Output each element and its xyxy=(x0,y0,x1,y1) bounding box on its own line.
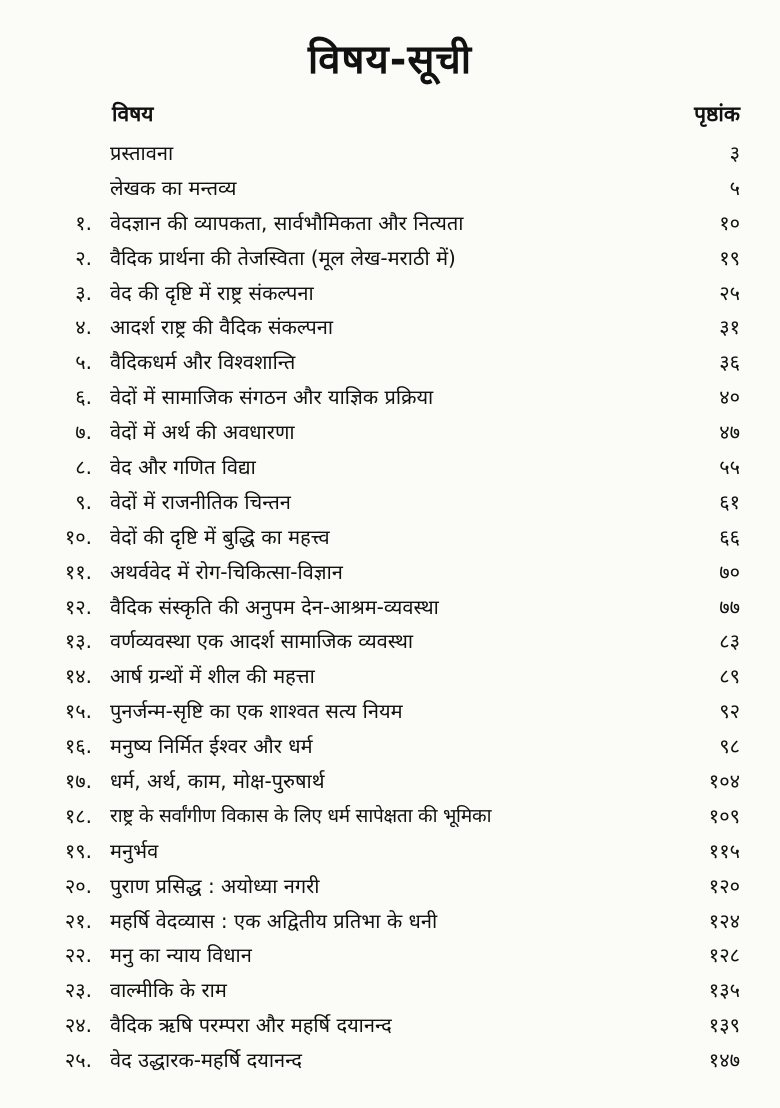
entry-page-number: ९२ xyxy=(719,699,740,724)
entry-page-number: ६६ xyxy=(719,524,740,549)
toc-entry xyxy=(0,590,780,625)
entry-number: २३. xyxy=(64,978,92,1003)
entry-page-number: १४७ xyxy=(708,1048,740,1073)
entry-title: आर्ष ग्रन्थों में शील की महत्ता xyxy=(110,664,315,689)
entry-number: १६. xyxy=(64,734,92,759)
entry-page-number: ७७ xyxy=(719,594,740,619)
entry-number: ८. xyxy=(75,455,92,480)
entry-page-number: ४० xyxy=(719,385,740,410)
entry-page-number: १३९ xyxy=(708,1013,740,1038)
toc-entry xyxy=(0,834,780,869)
entry-number: १३. xyxy=(64,629,92,654)
entry-page-number: ८९ xyxy=(719,664,740,689)
entry-title: वेद उद्धारक-महर्षि दयानन्द xyxy=(110,1048,302,1073)
entry-number: २. xyxy=(75,245,92,270)
entry-title: वाल्मीकि के राम xyxy=(110,978,227,1003)
toc-entry xyxy=(0,938,780,973)
toc-entry xyxy=(0,624,780,659)
toc-entry xyxy=(0,869,780,904)
entry-page-number: ९८ xyxy=(719,734,740,759)
entry-title: धर्म, अर्थ, काम, मोक्ष-पुरुषार्थ xyxy=(110,769,325,794)
entry-page-number: ४७ xyxy=(719,420,740,445)
toc-entry xyxy=(0,1043,780,1078)
entry-title: राष्ट्र के सर्वांगीण विकास के लिए धर्म सापेक्षता की भूमिका xyxy=(110,804,492,827)
entry-page-number: १२४ xyxy=(708,908,740,933)
toc-entry xyxy=(0,380,780,415)
page-column-header: पृष्ठांक xyxy=(694,102,740,126)
entry-title: वेदों की दृष्टि में बुद्धि का महत्त्व xyxy=(110,524,330,549)
toc-entry xyxy=(0,206,780,241)
entry-number: ६. xyxy=(75,385,92,410)
toc-entry xyxy=(0,136,780,171)
entry-page-number: ७० xyxy=(719,559,740,584)
toc-entry xyxy=(0,520,780,555)
entry-page-number: १०९ xyxy=(708,803,740,828)
toc-entry xyxy=(0,450,780,485)
entry-number: २०. xyxy=(64,873,92,898)
entry-page-number: १२० xyxy=(708,873,740,898)
subject-column-header: विषय xyxy=(112,102,154,126)
entry-number: ७. xyxy=(75,420,92,445)
entry-page-number: ११५ xyxy=(708,838,740,863)
entry-number: ३. xyxy=(75,280,92,305)
entry-number: ११. xyxy=(64,559,92,584)
entry-title: लेखक का मन्तव्य xyxy=(110,175,237,200)
toc-header xyxy=(0,100,780,134)
entry-title: मनुर्भव xyxy=(110,838,159,863)
entry-title: मनु का न्याय विधान xyxy=(110,943,252,968)
entry-title: वैदिक प्रार्थना की तेजस्विता (मूल लेख-मराठी में) xyxy=(110,245,456,270)
toc-entry xyxy=(0,729,780,764)
entry-page-number: ५५ xyxy=(719,455,740,480)
entry-title: वैदिक संस्कृति की अनुपम देन-आश्रम-व्यवस्था xyxy=(110,594,439,619)
entry-page-number: ६१ xyxy=(719,489,740,514)
toc-entry xyxy=(0,555,780,590)
entry-number: १८. xyxy=(64,803,92,828)
entry-page-number: २५ xyxy=(719,280,740,305)
entry-title: आदर्श राष्ट्र की वैदिक संकल्पना xyxy=(110,315,334,340)
toc-entry xyxy=(0,659,780,694)
toc-entry xyxy=(0,241,780,276)
entry-title: महर्षि वेदव्यास : एक अद्वितीय प्रतिभा के धनी xyxy=(110,908,438,933)
entry-title: वेदों में सामाजिक संगठन और याज्ञिक प्रक्रिया xyxy=(110,385,434,410)
entry-page-number: ३६ xyxy=(719,350,740,375)
entry-title: वेदों में राजनीतिक चिन्तन xyxy=(110,489,291,514)
entry-title: वेदज्ञान की व्यापकता, सार्वभौमिकता और नित्यता xyxy=(110,210,464,235)
entry-page-number: ५ xyxy=(729,175,740,200)
entry-page-number: ८३ xyxy=(719,629,740,654)
entry-title: वैदिक ऋषि परम्परा और महर्षि दयानन्द xyxy=(110,1013,392,1038)
toc-entry xyxy=(0,904,780,939)
entry-page-number: १३५ xyxy=(708,978,740,1003)
entry-title: पुराण प्रसिद्ध : अयोध्या नगरी xyxy=(110,873,320,898)
toc-entry xyxy=(0,310,780,345)
entry-title: वेद की दृष्टि में राष्ट्र संकल्पना xyxy=(110,280,314,305)
entry-title: वैदिकधर्म और विश्वशान्ति xyxy=(110,350,296,375)
entry-number: ५. xyxy=(75,350,92,375)
entry-number: १५. xyxy=(64,699,92,724)
toc-entry xyxy=(0,345,780,380)
entry-title: वेद और गणित विद्या xyxy=(110,455,256,480)
entry-number: १०. xyxy=(64,524,92,549)
entry-number: १२. xyxy=(64,594,92,619)
toc-entry xyxy=(0,694,780,729)
toc-entry xyxy=(0,764,780,799)
entry-title: प्रस्तावना xyxy=(110,141,174,165)
entry-page-number: १०४ xyxy=(708,769,740,794)
entry-number: ४. xyxy=(75,315,92,340)
entry-page-number: १२८ xyxy=(708,943,740,968)
entry-page-number: ३ xyxy=(729,141,740,165)
toc-entry xyxy=(0,799,780,834)
entry-title: वेदों में अर्थ की अवधारणा xyxy=(110,420,295,445)
entry-number: १. xyxy=(75,210,92,235)
toc-entry xyxy=(0,485,780,520)
entry-number: ९. xyxy=(75,489,92,514)
entry-number: २५. xyxy=(64,1048,92,1073)
toc-entry xyxy=(0,276,780,311)
toc-entry xyxy=(0,171,780,206)
entry-number: २१. xyxy=(64,908,92,933)
entry-page-number: ३१ xyxy=(719,315,740,340)
toc-entry xyxy=(0,973,780,1008)
toc-entry xyxy=(0,415,780,450)
entry-title: वर्णव्यवस्था एक आदर्श सामाजिक व्यवस्था xyxy=(110,629,414,654)
entry-title: अथर्ववेद में रोग-चिकित्सा-विज्ञान xyxy=(110,559,343,584)
entry-page-number: १९ xyxy=(719,245,740,270)
entry-title: पुनर्जन्म-सृष्टि का एक शाश्वत सत्य नियम xyxy=(110,699,403,724)
entry-number: १४. xyxy=(64,664,92,689)
entry-page-number: १० xyxy=(719,210,740,235)
entry-number: १९. xyxy=(64,838,92,863)
entry-title: मनुष्य निर्मित ईश्वर और धर्म xyxy=(110,734,313,759)
entry-number: १७. xyxy=(64,769,92,794)
toc-list xyxy=(0,136,780,1078)
toc-entry xyxy=(0,1008,780,1043)
page-title: विषय-सूची xyxy=(307,37,473,83)
entry-number: २४. xyxy=(64,1013,92,1038)
entry-number: २२. xyxy=(64,943,92,968)
